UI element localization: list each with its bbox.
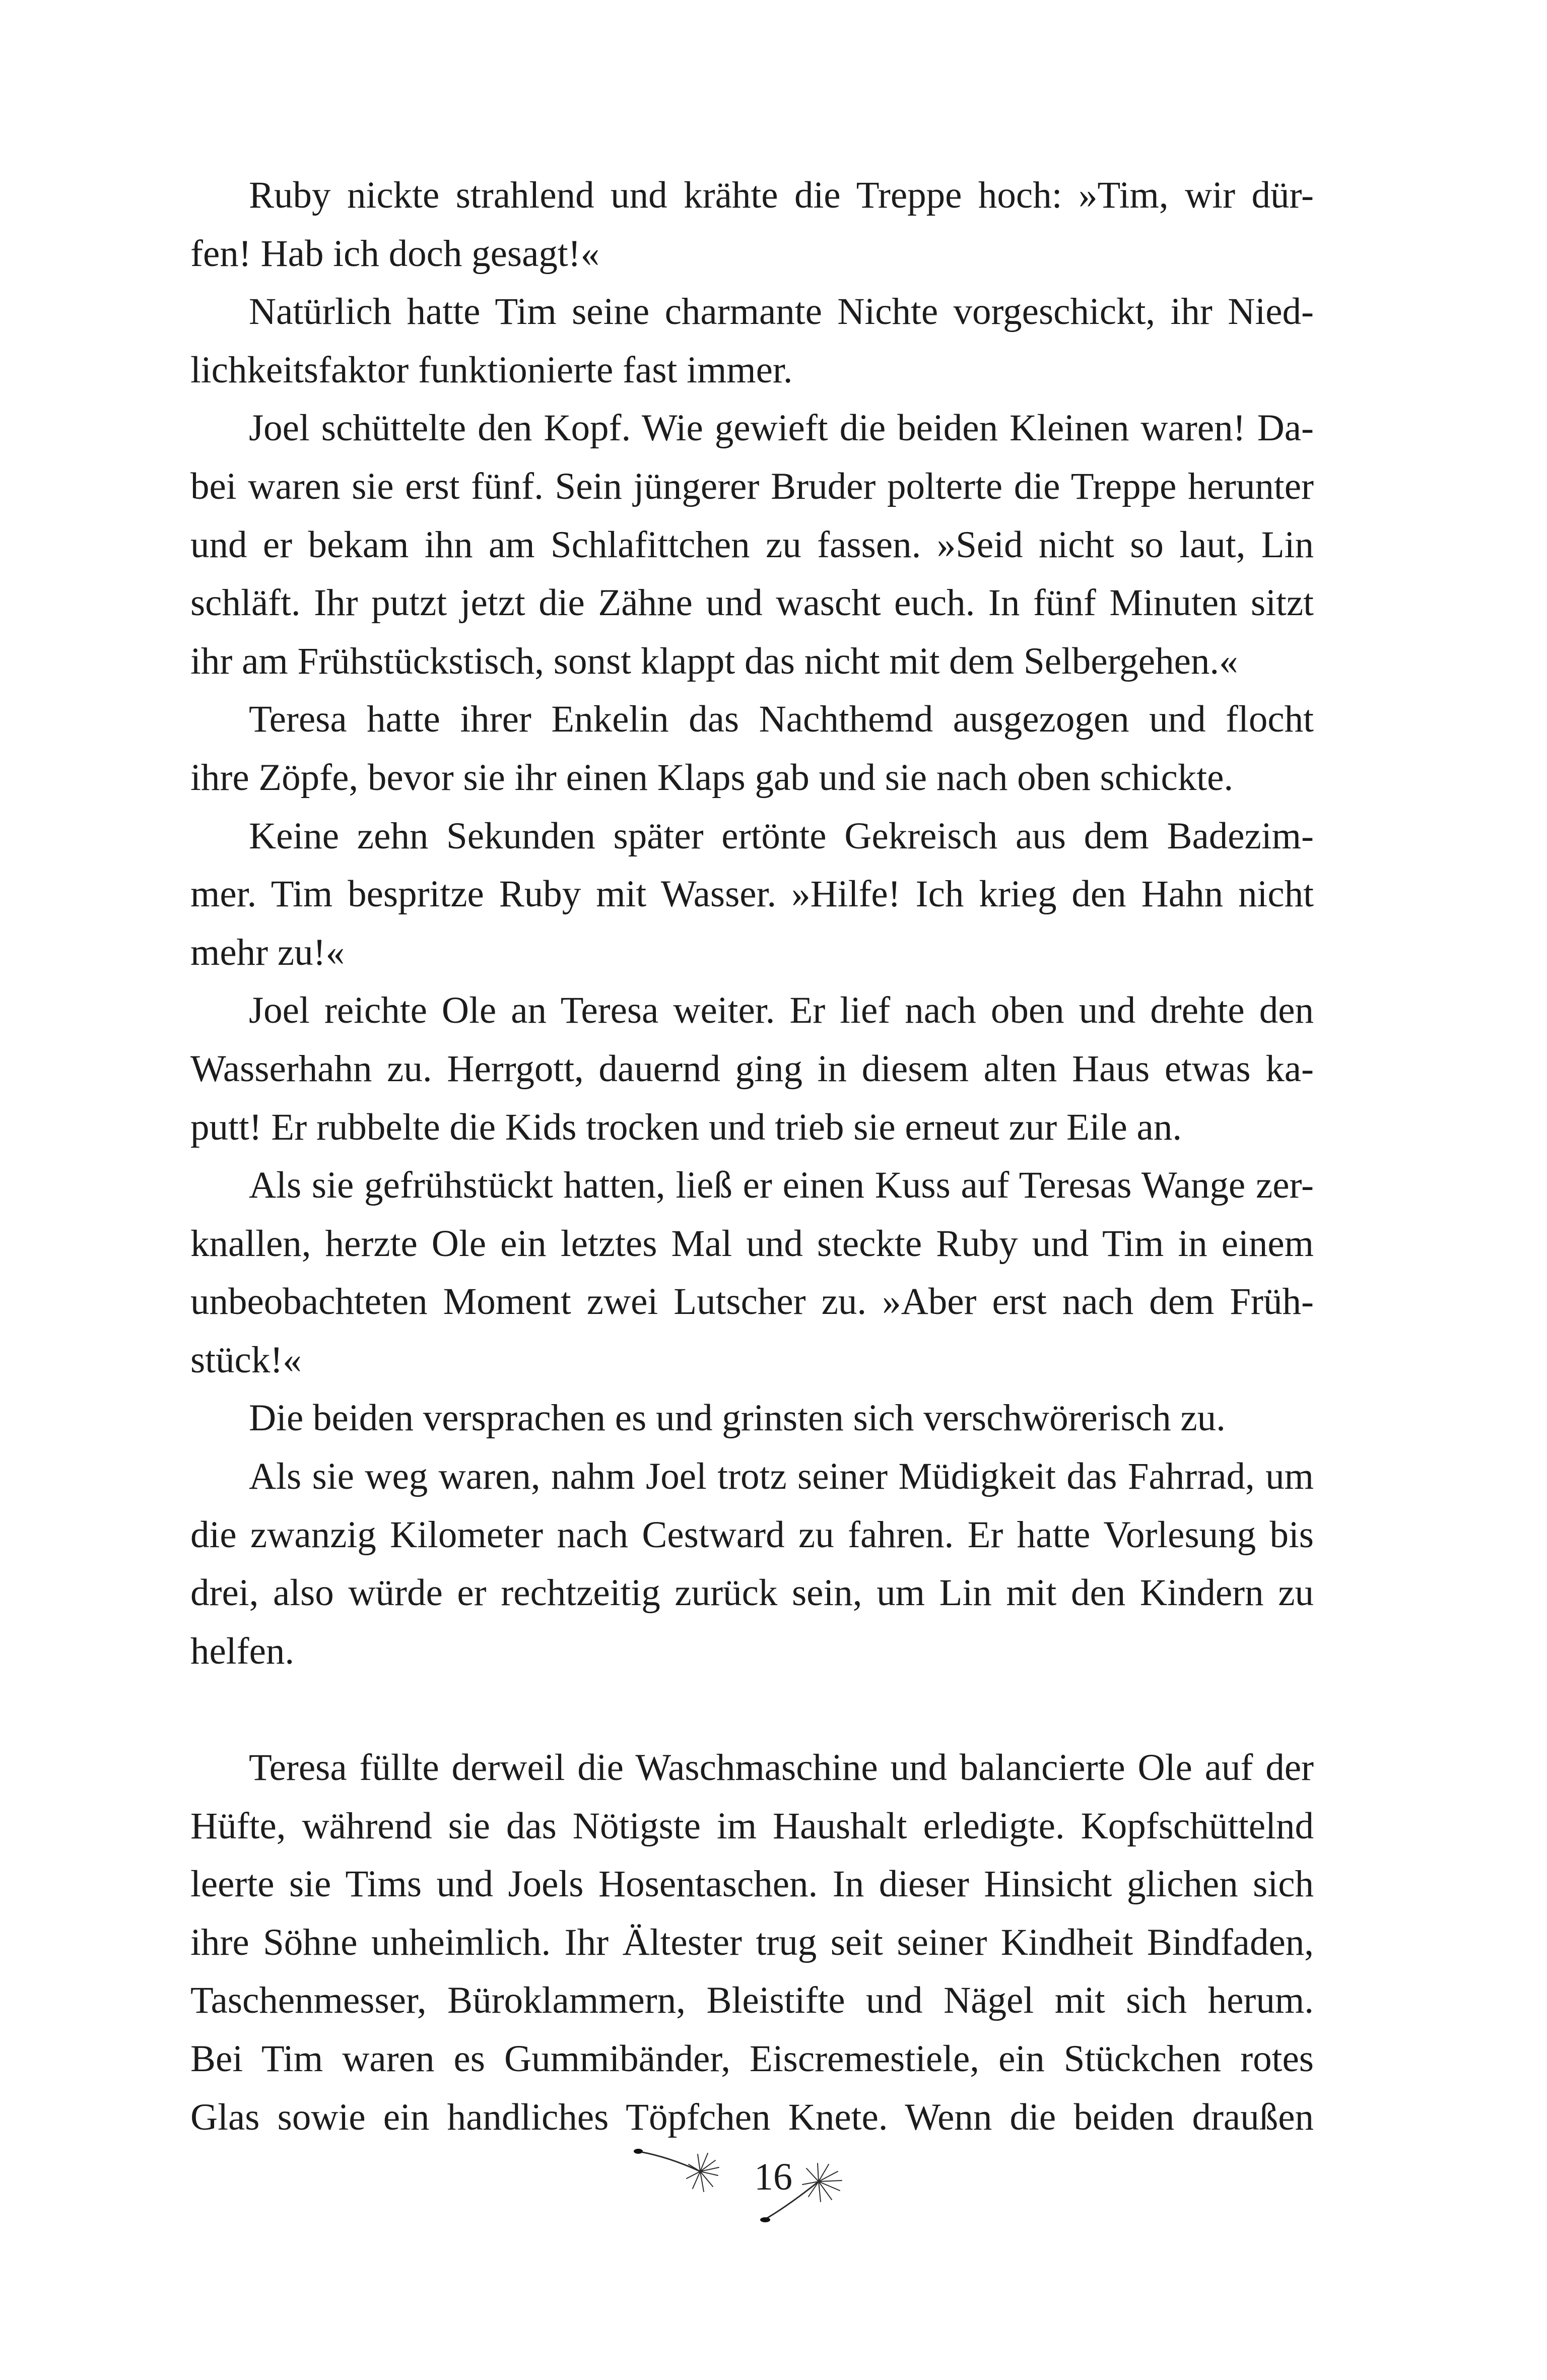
- text-line: die zwanzig Kilometer nach Cestward zu fahren. Er hatte Vorlesung bis: [190, 1513, 1314, 1556]
- text-line: mer. Tim bespritze Ruby mit Wasser. »Hilfe! Ich krieg den Hahn nicht: [190, 873, 1314, 915]
- text-line: Teresa füllte derweil die Waschmaschine und balancierte Ole auf der: [249, 1747, 1314, 1789]
- text-line: helfen.: [190, 1630, 295, 1672]
- text-line: mehr zu!«: [190, 931, 345, 973]
- text-line: leerte sie Tims und Joels Hosentaschen. In dieser Hinsicht glichen sich: [190, 1863, 1314, 1905]
- dandelion-seed-left-icon: [632, 2145, 723, 2201]
- text-line: und er bekam ihn am Schlafittchen zu fassen. »Seid nicht so laut, Lin: [190, 523, 1314, 566]
- text-line: ihre Söhne unheimlich. Ihr Ältester trug seit seiner Kindheit Bindfaden,: [190, 1921, 1314, 1963]
- body-text: [190, 166, 1314, 2146]
- text-line: Ruby nickte strahlend und krähte die Treppe hoch: »Tim, wir dür-: [249, 174, 1314, 216]
- text-line: Hüfte, während sie das Nötigste im Haushalt erledigte. Kopfschüttelnd: [190, 1805, 1314, 1847]
- text-line: Glas sowie ein handliches Töpfchen Knete. Wenn die beiden draußen: [190, 2096, 1314, 2138]
- text-line: ihre Zöpfe, bevor sie ihr einen Klaps gab und sie nach oben schickte.: [190, 756, 1234, 799]
- text-line: stück!«: [190, 1339, 302, 1381]
- text-line: Taschenmesser, Büroklammern, Bleistifte und Nägel mit sich herum.: [190, 1979, 1314, 2022]
- text-line: Teresa hatte ihrer Enkelin das Nachthemd ausgezogen und flocht: [249, 698, 1314, 741]
- text-line: Als sie weg waren, nahm Joel trotz seiner Müdigkeit das Fahrrad, um: [249, 1456, 1314, 1498]
- dandelion-seed-right-icon: [758, 2160, 859, 2226]
- section-break: [190, 1680, 1314, 1739]
- text-line: Joel reichte Ole an Teresa weiter. Er lief nach oben und drehte den: [249, 989, 1314, 1032]
- page-number: 16: [754, 2156, 792, 2198]
- text-line: fen! Hab ich doch gesagt!«: [190, 232, 600, 275]
- text-line: Als sie gefrühstückt hatten, ließ er einen Kuss auf Teresas Wange zer-: [249, 1164, 1314, 1207]
- text-line: Joel schüttelte den Kopf. Wie gewieft die beiden Kleinen waren! Da-: [249, 407, 1314, 449]
- text-line: ihr am Frühstückstisch, sonst klappt das nicht mit dem Selbergehen.«: [190, 640, 1238, 682]
- text-line: lichkeitsfaktor funktionierte fast immer.: [190, 349, 793, 391]
- text-line: drei, also würde er rechtzeitig zurück sein, um Lin mit den Kindern zu: [190, 1572, 1314, 1614]
- text-line: unbeobachteten Moment zwei Lutscher zu. »Aber erst nach dem Früh-: [190, 1281, 1314, 1323]
- text-line: Natürlich hatte Tim seine charmante Nichte vorgeschickt, ihr Nied-: [249, 291, 1314, 333]
- text-line: Wasserhahn zu. Herrgott, dauernd ging in diesem alten Haus etwas ka-: [190, 1047, 1314, 1090]
- text-line: knallen, herzte Ole ein letztes Mal und steckte Ruby und Tim in einem: [190, 1222, 1314, 1265]
- text-line: Die beiden versprachen es und grinsten sich verschwörerisch zu.: [249, 1397, 1226, 1439]
- text-line: putt! Er rubbelte die Kids trocken und trieb sie erneut zur Eile an.: [190, 1106, 1182, 1148]
- page-footer: [0, 2135, 1547, 2236]
- text-line: Keine zehn Sekunden später ertönte Gekreisch aus dem Badezim-: [249, 815, 1314, 857]
- text-line: Bei Tim waren es Gummibänder, Eiscremestiele, ein Stückchen rotes: [190, 2038, 1314, 2080]
- text-line: bei waren sie erst fünf. Sein jüngerer Bruder polterte die Treppe herunter: [190, 465, 1314, 507]
- text-line: schläft. Ihr putzt jetzt die Zähne und wascht euch. In fünf Minuten sitzt: [190, 582, 1314, 624]
